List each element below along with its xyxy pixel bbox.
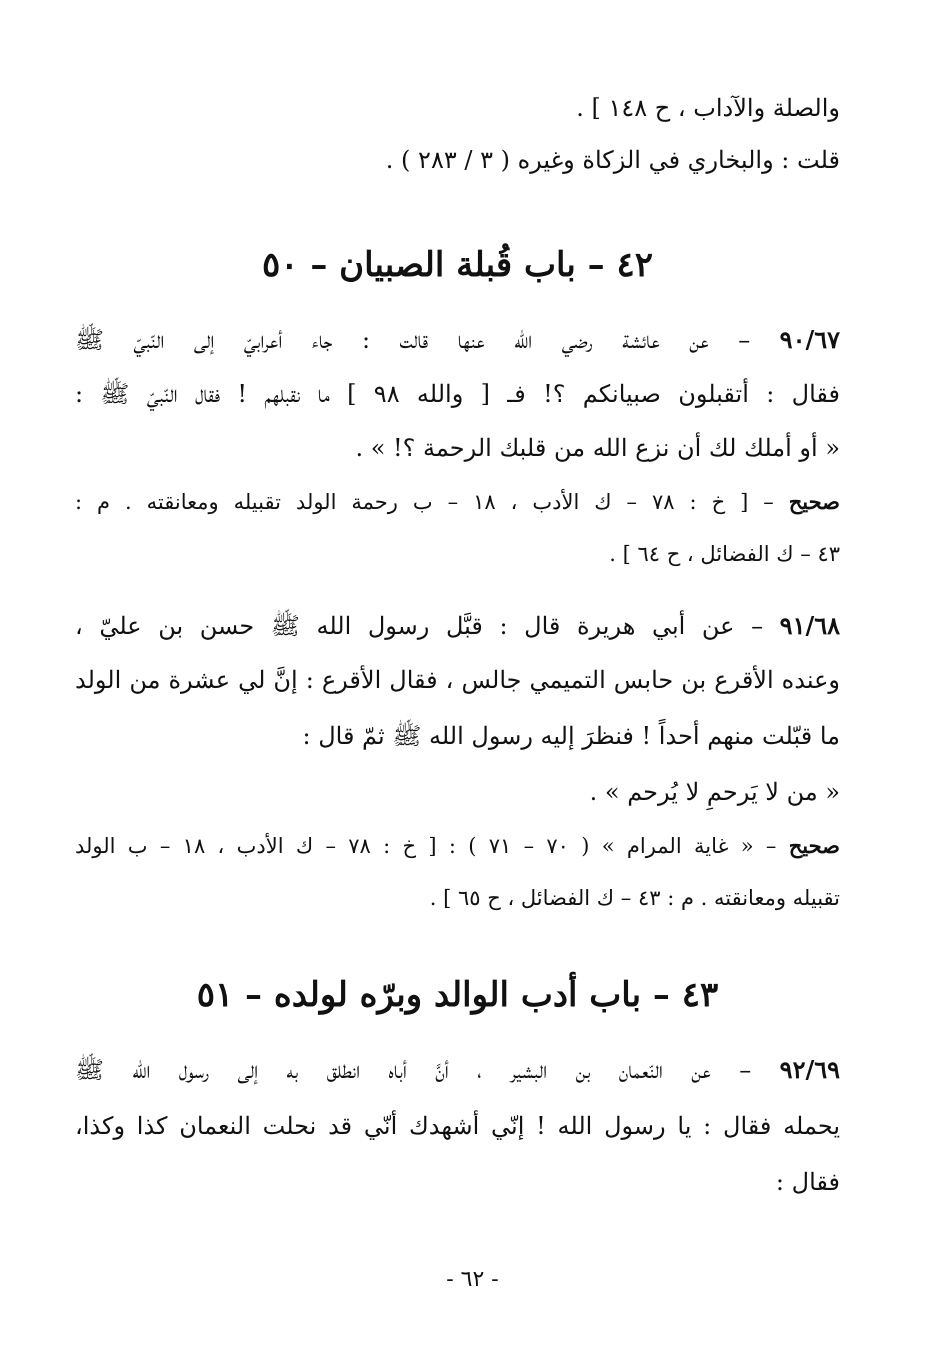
- hadith-67-line-2: فقال : أتقبلون صبيانكم ؟! فـ [ والله ٩٨ ] ما نقبلهم ! فقال النّبيّ ﷺ :: [75, 380, 840, 408]
- hadith-68-text-1: – عن أبي هريرة قال : قبَّل رسول الله ﷺ حسن بن عليّ ،: [75, 612, 780, 640]
- hadith-68-line-4: « من لا يَرحمِ لا يُرحم » .: [589, 778, 840, 806]
- hadith-68-number: ٩١/٦٨: [779, 611, 840, 640]
- chapter-heading-42: ٤٢ – باب قُبلة الصبيان – ٥٠: [261, 245, 654, 285]
- hadith-67-grade-line-2: ٤٣ – ك الفضائل ، ح ٦٤ ] .: [609, 542, 840, 566]
- hadith-68-grade-line-1: [75, 826, 840, 866]
- hadith-67-text-1: – عن عائشة رضي الله عنها قالت : جاء أعرابيّ إلى النّبيّ ﷺ: [75, 326, 780, 354]
- hadith-67-grade: صحيح: [788, 489, 840, 514]
- page-number: - ٦٢ -: [446, 1267, 499, 1292]
- hadith-68-grade-text: – « غاية المرام » ( ٧٠ – ٧١ ) : [ خ : ٧٨ – ك الأدب ، ١٨ – ب الولد: [75, 834, 789, 858]
- hadith-69-line-2: يحمله فقال : يا رسول الله ! إنّي أشهدك أنّي قد نحلت النعمان كذا وكذا،: [75, 1112, 840, 1140]
- hadith-69-line-1: [75, 1050, 840, 1090]
- hadith-67-grade-line-1: [75, 482, 840, 522]
- continuation-line-1: والصلة والآداب ، ح ١٤٨ ] .: [576, 94, 840, 122]
- hadith-69-text-1: – عن النّعمان بن البشير ، أنَّ أباه انطلق به إلى رسول الله ﷺ: [75, 1056, 780, 1084]
- hadith-68-line-2: وعنده الأقرع بن حابس التميمي جالس ، فقال الأقرع : إنَّ لي عشرة من الولد: [75, 666, 840, 694]
- hadith-69-line-3: فقال :: [775, 1168, 840, 1196]
- hadith-68-line-1: [75, 606, 840, 646]
- hadith-67-number: ٩٠/٦٧: [779, 325, 840, 354]
- continuation-line-2: قلت : والبخاري في الزكاة وغيره ( ٣ / ٢٨٣ ) .: [385, 146, 840, 174]
- hadith-67-grade-text: – [ خ : ٧٨ – ك الأدب ، ١٨ – ب رحمة الولد تقبيله ومعانقته . م :: [75, 490, 789, 514]
- hadith-68-line-3: ما قبّلت منهم أحداً ! فنظرَ إليه رسول الله ﷺ ثمّ قال :: [302, 722, 840, 750]
- hadith-69-number: ٩٢/٦٩: [779, 1055, 840, 1084]
- hadith-68-grade-line-2: تقبيله ومعانقته . م : ٤٣ – ك الفضائل ، ح ٦٥ ] .: [429, 886, 840, 910]
- hadith-68-grade: صحيح: [788, 833, 840, 858]
- chapter-heading-43: ٤٣ – باب أدب الوالد وبرّه لولده – ٥١: [196, 975, 719, 1015]
- hadith-67-line-3: « أو أملك لك أن نزع الله من قلبك الرحمة ؟! » .: [355, 434, 840, 462]
- hadith-67-line-1: [75, 320, 840, 360]
